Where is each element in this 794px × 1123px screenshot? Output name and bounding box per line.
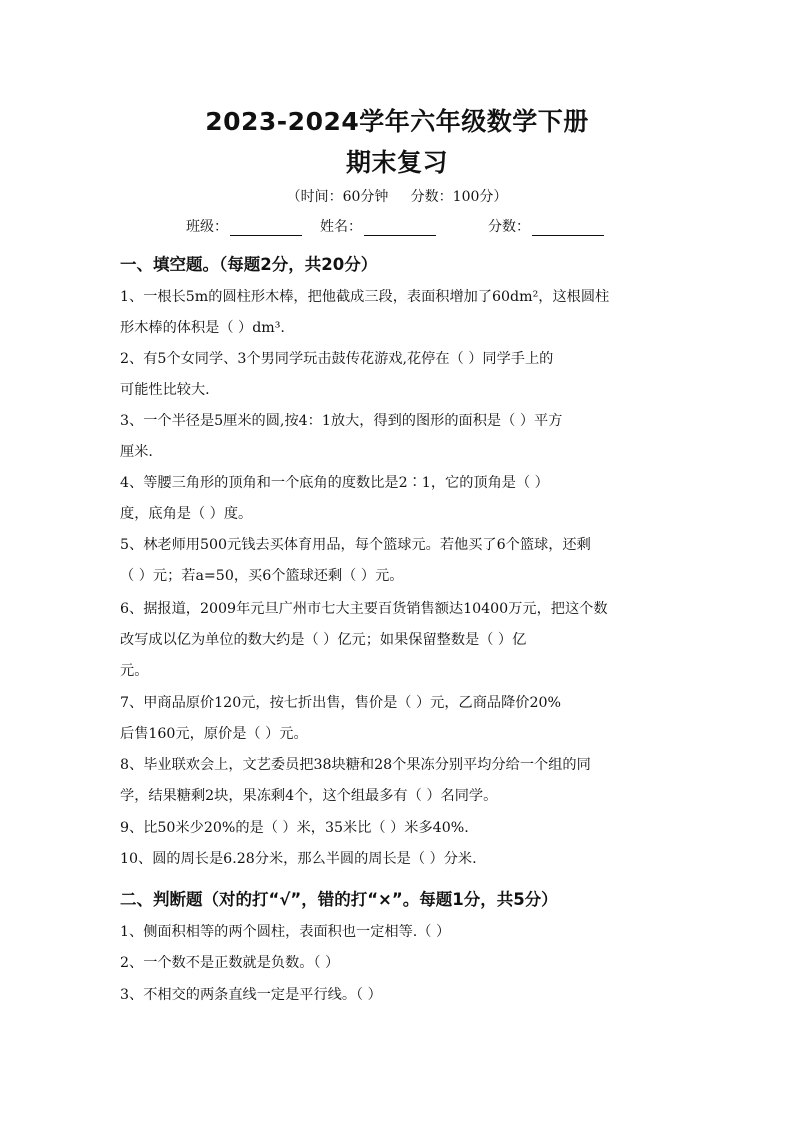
question-3 (120, 406, 676, 468)
question-line: 8、毕业联欢会上，文艺委员把38块糖和28个果冻分别平均分给一个组的同 (120, 757, 591, 773)
question-line: 后售160元，原价是（ ）元。 (120, 726, 308, 742)
question-line: 3、一个半径是5厘米的圆,按4：1放大，得到的图形的面积是（ ）平方 (120, 413, 563, 429)
question-line: 5、林老师用500元钱去买体育用品，每个篮球元。若他买了6个篮球，还剩 (120, 537, 591, 553)
class-label: 班级： (186, 219, 228, 235)
question-2 (120, 344, 676, 406)
question-line: 4、等腰三角形的顶角和一个底角的度数比是2∶1，它的顶角是（ ） (120, 475, 549, 491)
question-line: 2、一个数不是正数就是负数。（ ） (120, 955, 340, 971)
name-blank[interactable] (364, 219, 436, 236)
judgement-question-2 (120, 948, 676, 979)
class-blank[interactable] (230, 219, 302, 236)
question-4 (120, 468, 676, 530)
question-line: 9、比50米少20%的是（ ）米，35米比（ ）米多40%. (120, 820, 469, 836)
score-field (488, 216, 604, 236)
question-line: 1、一根长5m的圆柱形木棒，把他截成三段，表面积增加了60dm²，这根圆柱 (120, 289, 610, 305)
time-score-info: （时间：60分钟 分数：100分） (286, 189, 508, 205)
question-5 (120, 530, 676, 592)
question-line: 6、据报道，2009年元旦广州市七大主要百货销售额达10400万元，把这个数 (120, 601, 608, 617)
question-line: 学，结果糖剩2块，果冻剩4个，这个组最多有（ ）名同学。 (120, 788, 498, 804)
exam-subtitle-title: 期末复习 (345, 148, 448, 177)
judgement-question-3 (120, 980, 676, 1011)
question-line: 可能性比较大. (120, 382, 210, 398)
question-line: 改写成以亿为单位的数大约是（ ）亿元；如果保留整数是（ ）亿 (120, 632, 527, 648)
question-line: 形木棒的体积是（ ）dm³. (120, 320, 285, 336)
name-field (320, 216, 436, 236)
question-line: （ ）元；若a=50，买6个篮球还剩（ ）元。 (120, 568, 404, 584)
question-line: 厘米. (120, 444, 153, 460)
question-line: 7、甲商品原价120元，按七折出售，售价是（ ）元，乙商品降价20% (120, 695, 562, 711)
question-line: 度，底角是（ ）度。 (120, 506, 253, 522)
score-blank[interactable] (532, 219, 604, 236)
question-line: 3、不相交的两条直线一定是平行线。（ ） (120, 987, 382, 1003)
class-field (186, 216, 302, 236)
exam-title: 2023-2024学年六年级数学下册 (205, 107, 589, 136)
section-fill-in-heading: 一、填空题。（每题2分，共20分） (120, 255, 378, 274)
question-line: 10、圆的周长是6.28分米，那么半圆的周长是（ ）分米. (120, 851, 477, 867)
question-line: 1、侧面积相等的两个圆柱，表面积也一定相等.（ ） (120, 924, 451, 940)
question-1 (120, 282, 676, 344)
question-6 (120, 594, 676, 687)
name-label: 姓名： (320, 219, 362, 235)
question-8 (120, 750, 676, 812)
question-line: 2、有5个女同学、3个男同学玩击鼓传花游戏,花停在（ ）同学手上的 (120, 351, 554, 367)
question-line: 元。 (120, 663, 149, 679)
judgement-question-1 (120, 917, 676, 948)
question-10 (120, 844, 676, 875)
question-7 (120, 688, 676, 750)
question-9 (120, 813, 676, 844)
section-judgement-heading: 二、判断题（对的打“√”，错的打“×”。每题1分，共5分） (120, 890, 558, 909)
score-label: 分数： (488, 219, 530, 235)
